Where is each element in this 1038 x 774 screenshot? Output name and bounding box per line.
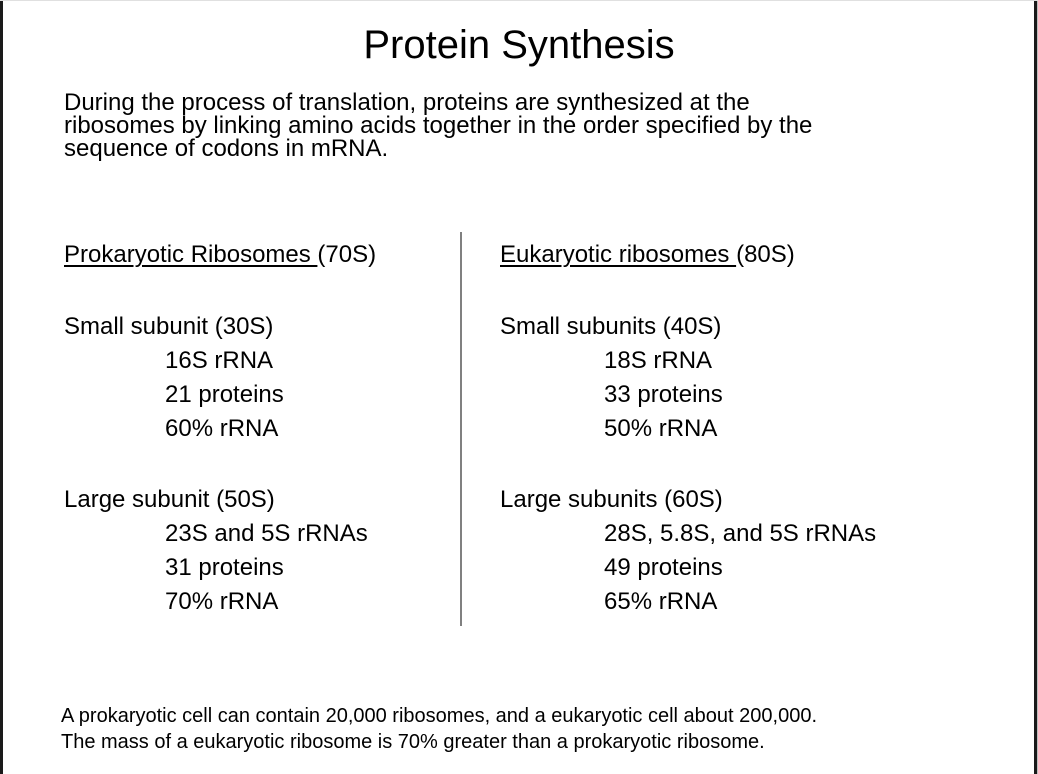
eukaryotic-column: [500, 238, 876, 619]
intro-paragraph: [64, 91, 994, 160]
eukaryotic-small-subunit-item: 33 proteins: [604, 381, 723, 408]
prokaryotic-small-subunit-item: 21 proteins: [165, 381, 284, 408]
intro-line: sequence of codons in mRNA.: [64, 135, 389, 162]
prokaryotic-column: [64, 238, 376, 619]
prokaryotic-large-subunit-item: 31 proteins: [165, 554, 284, 581]
footer-line: The mass of a eukaryotic ribosome is 70% greater than a prokaryotic ribosome.: [61, 731, 765, 753]
prokaryotic-small-subunit-item: 60% rRNA: [165, 415, 279, 442]
eukaryotic-large-subunit-item: 65% rRNA: [604, 588, 718, 615]
prokaryotic-large-subunit-item: 23S and 5S rRNAs: [165, 520, 368, 547]
column-divider: [460, 232, 462, 626]
eukaryotic-large-subunit-item: 28S, 5.8S, and 5S rRNAs: [604, 520, 877, 547]
eukaryotic-small-subunit-item: 18S rRNA: [604, 347, 713, 374]
intro-line: ribosomes by linking amino acids together in the order specified by the: [64, 112, 813, 139]
footer-note: [61, 703, 1001, 755]
prokaryotic-heading: [64, 238, 376, 272]
footer-line: A prokaryotic cell can contain 20,000 ribosomes, and a eukaryotic cell about 200,000.: [61, 705, 818, 727]
slide-title: Protein Synthesis: [363, 23, 675, 67]
prokaryotic-large-subunit-label: Large subunit (50S): [64, 486, 275, 513]
prokaryotic-heading-underlined: Prokaryotic Ribosomes: [64, 241, 318, 268]
intro-line: During the process of translation, proteins are synthesized at the: [64, 89, 750, 116]
prokaryotic-heading-suffix: (70S): [317, 241, 377, 268]
prokaryotic-small-subunit-item: 16S rRNA: [165, 347, 274, 374]
eukaryotic-heading-underlined: Eukaryotic ribosomes: [500, 241, 737, 268]
eukaryotic-large-subunit-label: Large subunits (60S): [500, 486, 723, 513]
slide-border-left: [0, 1, 3, 774]
eukaryotic-heading: [500, 238, 876, 272]
eukaryotic-heading-suffix: (80S): [736, 241, 795, 268]
eukaryotic-small-subunit-label: Small subunits (40S): [500, 313, 722, 340]
eukaryotic-large-subunit-item: 49 proteins: [604, 554, 723, 581]
eukaryotic-small-subunit-item: 50% rRNA: [604, 415, 718, 442]
prokaryotic-small-subunit-label: Small subunit (30S): [64, 313, 274, 340]
prokaryotic-large-subunit-item: 70% rRNA: [165, 588, 279, 615]
